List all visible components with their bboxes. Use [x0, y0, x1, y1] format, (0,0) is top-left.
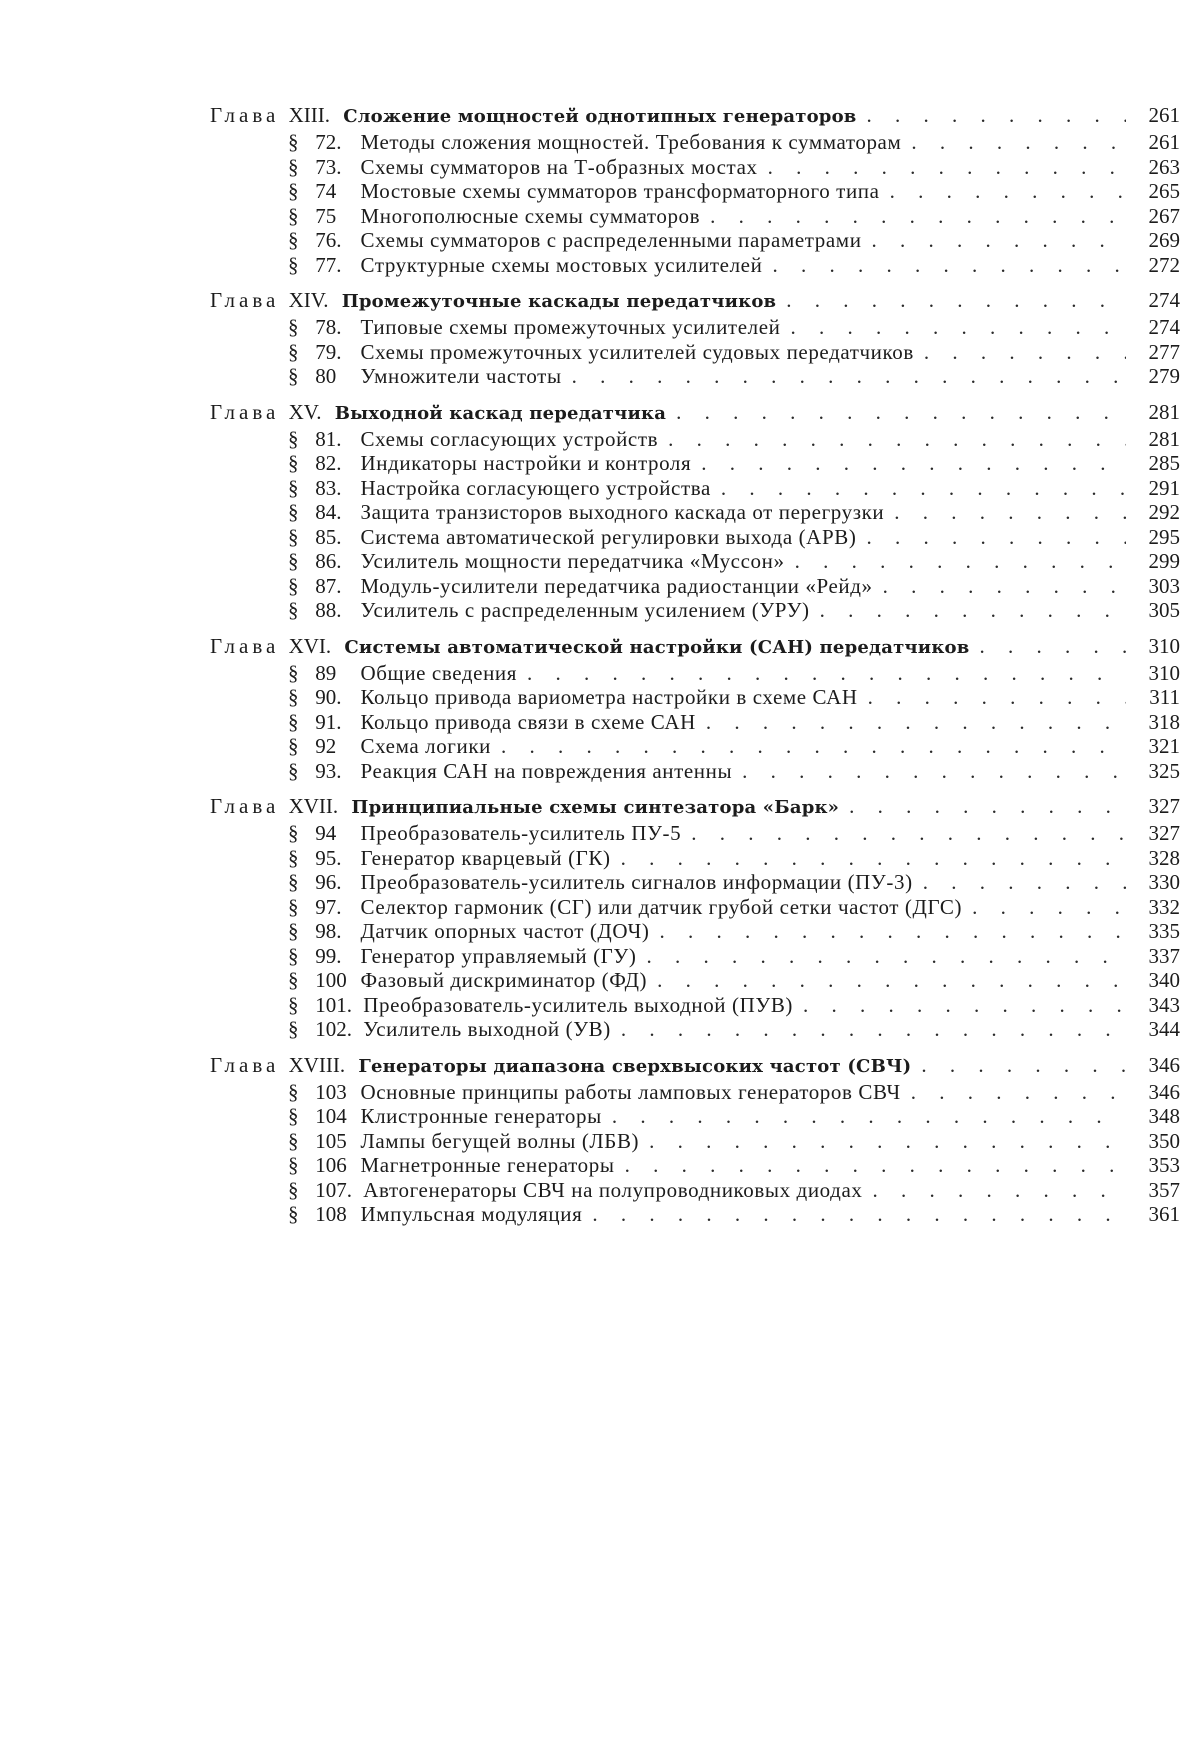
section-title: Клистронные генераторы	[361, 1104, 602, 1128]
section-page-number: 328	[1136, 846, 1180, 871]
dot-leader	[592, 1202, 1126, 1227]
section-entry[interactable]	[210, 155, 1180, 180]
section-mark: §	[288, 895, 304, 920]
dot-leader	[849, 791, 1126, 821]
section-page-number: 346	[1136, 1080, 1180, 1105]
section-title: Схемы промежуточных усилителей судовых передатчиков	[361, 340, 914, 364]
section-mark: §	[288, 204, 304, 229]
chapter-word: Глава	[210, 794, 279, 818]
section-title: Методы сложения мощностей. Требования к сумматорам	[361, 130, 902, 154]
section-number: 101.	[315, 993, 352, 1018]
chapter-title: Генераторы диапазона сверхвысоких частот (СВЧ)	[358, 1056, 911, 1077]
section-entry[interactable]	[210, 340, 1180, 365]
dot-leader	[527, 661, 1126, 686]
section-entry[interactable]	[210, 525, 1180, 550]
dot-leader	[894, 500, 1126, 525]
section-title: Усилитель выходной (УВ)	[363, 1017, 611, 1041]
section-mark: §	[288, 364, 304, 389]
dot-leader	[721, 476, 1126, 501]
section-page-number: 337	[1136, 944, 1180, 969]
section-entry[interactable]	[210, 500, 1180, 525]
section-title: Общие сведения	[361, 661, 518, 685]
section-page-number: 272	[1136, 253, 1180, 278]
dot-leader	[921, 1050, 1126, 1080]
dot-leader	[649, 1129, 1126, 1154]
section-number: 107.	[315, 1178, 352, 1203]
section-title: Схемы согласующих устройств	[361, 427, 659, 451]
dot-leader	[657, 968, 1126, 993]
section-number: 80	[315, 364, 349, 389]
chapter-page-number: 346	[1136, 1050, 1180, 1080]
section-entry[interactable]	[210, 919, 1180, 944]
section-page-number: 277	[1136, 340, 1180, 365]
section-mark: §	[288, 734, 304, 759]
section-page-number: 274	[1136, 315, 1180, 340]
section-page-number: 292	[1136, 500, 1180, 525]
section-entry[interactable]	[210, 1153, 1180, 1178]
section-mark: §	[288, 253, 304, 278]
chapter-title: Системы автоматической настройки (САН) передатчиков	[344, 637, 969, 658]
section-entry[interactable]	[210, 968, 1180, 993]
section-title: Индикаторы настройки и контроля	[361, 451, 692, 475]
section-entry[interactable]	[210, 315, 1180, 340]
dot-leader	[772, 253, 1126, 278]
section-page-number: 269	[1136, 228, 1180, 253]
section-number: 102.	[315, 1017, 352, 1042]
section-list	[210, 315, 1180, 389]
dot-leader	[820, 598, 1126, 623]
section-mark: §	[288, 1153, 304, 1178]
section-title: Защита транзисторов выходного каскада от перегрузки	[361, 500, 885, 524]
section-page-number: 353	[1136, 1153, 1180, 1178]
section-entry[interactable]	[210, 821, 1180, 846]
section-mark: §	[288, 427, 304, 452]
chapter-word: Глава	[210, 103, 279, 127]
dot-leader	[872, 228, 1126, 253]
chapter-word: Глава	[210, 634, 279, 658]
section-title: Настройка согласующего устройства	[361, 476, 711, 500]
section-mark: §	[288, 451, 304, 476]
chapter	[210, 631, 1180, 784]
section-mark: §	[288, 1104, 304, 1129]
section-mark: §	[288, 155, 304, 180]
section-mark: §	[288, 759, 304, 784]
section-number: 100	[315, 968, 349, 993]
section-entry[interactable]	[210, 846, 1180, 871]
section-page-number: 265	[1136, 179, 1180, 204]
section-page-number: 330	[1136, 870, 1180, 895]
section-entry[interactable]	[210, 685, 1180, 710]
section-title: Лампы бегущей волны (ЛБВ)	[361, 1129, 640, 1153]
section-number: 77.	[315, 253, 349, 278]
section-page-number: 340	[1136, 968, 1180, 993]
section-mark: §	[288, 821, 304, 846]
section-number: 88.	[315, 598, 349, 623]
section-mark: §	[288, 661, 304, 686]
section-title: Кольцо привода связи в схеме САН	[361, 710, 696, 734]
chapter-word: Глава	[210, 288, 279, 312]
section-number: 74	[315, 179, 349, 204]
chapter-number: XIV.	[289, 288, 329, 312]
section-entry[interactable]	[210, 598, 1180, 623]
chapter-heading[interactable]	[210, 100, 1180, 130]
section-number: 75	[315, 204, 349, 229]
section-number: 83.	[315, 476, 349, 501]
dot-leader	[612, 1104, 1126, 1129]
chapter	[210, 1050, 1180, 1227]
section-mark: §	[288, 340, 304, 365]
section-page-number: 295	[1136, 525, 1180, 550]
chapter-title: Выходной каскад передатчика	[335, 403, 666, 424]
section-entry[interactable]	[210, 1080, 1180, 1105]
section-mark: §	[288, 1080, 304, 1105]
dot-leader	[786, 285, 1126, 315]
section-title: Датчик опорных частот (ДОЧ)	[361, 919, 650, 943]
section-title: Преобразователь-усилитель сигналов информации (ПУ-3)	[361, 870, 913, 894]
chapter-page-number: 274	[1136, 285, 1180, 315]
section-mark: §	[288, 1129, 304, 1154]
section-number: 93.	[315, 759, 349, 784]
section-number: 98.	[315, 919, 349, 944]
section-title: Преобразователь-усилитель ПУ-5	[361, 821, 682, 845]
section-page-number: 291	[1136, 476, 1180, 501]
section-list	[210, 130, 1180, 277]
section-entry[interactable]	[210, 661, 1180, 686]
section-mark: §	[288, 315, 304, 340]
section-title: Система автоматической регулировки выхода (АРВ)	[361, 525, 857, 549]
section-mark: §	[288, 846, 304, 871]
dot-leader	[972, 895, 1126, 920]
section-title: Реакция САН на повреждения антенны	[361, 759, 733, 783]
section-entry[interactable]	[210, 1017, 1180, 1042]
section-mark: §	[288, 228, 304, 253]
chapter	[210, 100, 1180, 277]
chapter-number: XIII.	[289, 103, 330, 127]
section-title: Преобразователь-усилитель выходной (ПУВ)	[363, 993, 793, 1017]
section-entry[interactable]	[210, 253, 1180, 278]
section-list	[210, 427, 1180, 623]
section-list	[210, 1080, 1180, 1227]
dot-leader	[795, 549, 1126, 574]
section-page-number: 318	[1136, 710, 1180, 735]
section-number: 87.	[315, 574, 349, 599]
section-number: 91.	[315, 710, 349, 735]
section-entry[interactable]	[210, 574, 1180, 599]
chapter-word: Глава	[210, 1053, 279, 1077]
section-mark: §	[288, 919, 304, 944]
section-entry[interactable]	[210, 734, 1180, 759]
chapter-number: XV.	[289, 400, 322, 424]
section-title: Кольцо привода вариометра настройки в схеме САН	[361, 685, 858, 709]
dot-leader	[621, 846, 1126, 871]
section-page-number: 285	[1136, 451, 1180, 476]
section-entry[interactable]	[210, 710, 1180, 735]
section-number: 105	[315, 1129, 349, 1154]
section-entry[interactable]	[210, 204, 1180, 229]
section-page-number: 279	[1136, 364, 1180, 389]
dot-leader	[768, 155, 1126, 180]
section-page-number: 357	[1136, 1178, 1180, 1203]
section-page-number: 343	[1136, 993, 1180, 1018]
section-title: Автогенераторы СВЧ на полупроводниковых диодах	[363, 1178, 862, 1202]
section-mark: §	[288, 476, 304, 501]
dot-leader	[924, 340, 1126, 365]
section-entry[interactable]	[210, 1104, 1180, 1129]
section-entry[interactable]	[210, 427, 1180, 452]
dot-leader	[710, 204, 1126, 229]
dot-leader	[572, 364, 1126, 389]
section-number: 106	[315, 1153, 349, 1178]
section-page-number: 299	[1136, 549, 1180, 574]
dot-leader	[883, 574, 1126, 599]
section-mark: §	[288, 1017, 304, 1042]
section-page-number: 361	[1136, 1202, 1180, 1227]
chapter-page-number: 310	[1136, 631, 1180, 661]
section-page-number: 325	[1136, 759, 1180, 784]
section-page-number: 311	[1136, 685, 1180, 710]
section-number: 78.	[315, 315, 349, 340]
chapter-heading[interactable]	[210, 397, 1180, 427]
section-list	[210, 821, 1180, 1042]
section-title: Усилитель с распределенным усилением (УРУ)	[361, 598, 810, 622]
dot-leader	[625, 1153, 1126, 1178]
section-page-number: 267	[1136, 204, 1180, 229]
dot-leader	[868, 685, 1126, 710]
section-title: Модуль-усилители передатчика радиостанции «Рейд»	[361, 574, 873, 598]
section-mark: §	[288, 685, 304, 710]
section-title: Схемы сумматоров на Т-образных мостах	[361, 155, 758, 179]
section-number: 92	[315, 734, 349, 759]
page	[0, 0, 1200, 1747]
section-page-number: 310	[1136, 661, 1180, 686]
section-page-number: 344	[1136, 1017, 1180, 1042]
section-entry[interactable]	[210, 1129, 1180, 1154]
table-of-contents	[210, 100, 1180, 1235]
section-number: 104	[315, 1104, 349, 1129]
section-number: 79.	[315, 340, 349, 365]
section-mark: §	[288, 130, 304, 155]
section-title: Мостовые схемы сумматоров трансформаторного типа	[361, 179, 880, 203]
section-number: 108	[315, 1202, 349, 1227]
section-title: Селектор гармоник (СГ) или датчик грубой сетки частот (ДГС)	[361, 895, 963, 919]
dot-leader	[647, 944, 1127, 969]
section-entry[interactable]	[210, 1202, 1180, 1227]
dot-leader	[659, 919, 1126, 944]
section-entry[interactable]	[210, 870, 1180, 895]
section-title: Усилитель мощности передатчика «Муссон»	[361, 549, 785, 573]
section-page-number: 281	[1136, 427, 1180, 452]
dot-leader	[501, 734, 1126, 759]
chapter	[210, 397, 1180, 623]
section-list	[210, 661, 1180, 784]
section-title: Генератор управляемый (ГУ)	[361, 944, 637, 968]
section-number: 99.	[315, 944, 349, 969]
section-mark: §	[288, 1178, 304, 1203]
section-entry[interactable]	[210, 895, 1180, 920]
section-entry[interactable]	[210, 228, 1180, 253]
dot-leader	[668, 427, 1126, 452]
chapter-number: XVIII.	[289, 1053, 346, 1077]
dot-leader	[621, 1017, 1126, 1042]
section-page-number: 350	[1136, 1129, 1180, 1154]
section-page-number: 263	[1136, 155, 1180, 180]
section-entry[interactable]	[210, 944, 1180, 969]
section-title: Магнетронные генераторы	[361, 1153, 615, 1177]
dot-leader	[979, 631, 1126, 661]
section-mark: §	[288, 598, 304, 623]
section-mark: §	[288, 549, 304, 574]
section-mark: §	[288, 179, 304, 204]
dot-leader	[701, 451, 1126, 476]
section-entry[interactable]	[210, 993, 1180, 1018]
section-title: Импульсная модуляция	[361, 1202, 583, 1226]
section-entry[interactable]	[210, 179, 1180, 204]
section-mark: §	[288, 574, 304, 599]
chapter	[210, 285, 1180, 389]
dot-leader	[872, 1178, 1126, 1203]
section-entry[interactable]	[210, 364, 1180, 389]
section-number: 72.	[315, 130, 349, 155]
dot-leader	[691, 821, 1126, 846]
section-mark: §	[288, 993, 304, 1018]
section-entry[interactable]	[210, 451, 1180, 476]
dot-leader	[923, 870, 1126, 895]
section-number: 89	[315, 661, 349, 686]
chapter-number: XVI.	[289, 634, 332, 658]
section-mark: §	[288, 870, 304, 895]
section-number: 95.	[315, 846, 349, 871]
section-mark: §	[288, 944, 304, 969]
section-page-number: 261	[1136, 130, 1180, 155]
chapter-word: Глава	[210, 400, 279, 424]
section-number: 103	[315, 1080, 349, 1105]
section-title: Фазовый дискриминатор (ФД)	[361, 968, 648, 992]
dot-leader	[706, 710, 1126, 735]
section-entry[interactable]	[210, 130, 1180, 155]
section-page-number: 335	[1136, 919, 1180, 944]
section-number: 96.	[315, 870, 349, 895]
dot-leader	[803, 993, 1126, 1018]
chapter-title: Промежуточные каскады передатчиков	[342, 291, 777, 312]
chapter-heading[interactable]	[210, 631, 1180, 661]
section-title: Умножители частоты	[361, 364, 562, 388]
section-title: Схемы сумматоров с распределенными параметрами	[361, 228, 862, 252]
chapter-title: Сложение мощностей однотипных генераторов	[343, 106, 856, 127]
section-page-number: 305	[1136, 598, 1180, 623]
chapter-heading[interactable]	[210, 285, 1180, 315]
section-number: 84.	[315, 500, 349, 525]
section-entry[interactable]	[210, 1178, 1180, 1203]
section-mark: §	[288, 710, 304, 735]
dot-leader	[911, 130, 1126, 155]
section-page-number: 321	[1136, 734, 1180, 759]
dot-leader	[866, 525, 1126, 550]
dot-leader	[676, 397, 1126, 427]
section-title: Многополюсные схемы сумматоров	[361, 204, 701, 228]
section-number: 94	[315, 821, 349, 846]
section-number: 85.	[315, 525, 349, 550]
section-page-number: 327	[1136, 821, 1180, 846]
section-mark: §	[288, 1202, 304, 1227]
section-entry[interactable]	[210, 549, 1180, 574]
chapter-number: XVII.	[289, 794, 339, 818]
section-title: Генератор кварцевый (ГК)	[361, 846, 611, 870]
section-title: Основные принципы работы ламповых генераторов СВЧ	[361, 1080, 901, 1104]
chapter-title: Принципиальные схемы синтезатора «Барк»	[351, 797, 839, 818]
section-number: 73.	[315, 155, 349, 180]
section-number: 82.	[315, 451, 349, 476]
section-number: 97.	[315, 895, 349, 920]
section-title: Схема логики	[361, 734, 492, 758]
section-entry[interactable]	[210, 476, 1180, 501]
dot-leader	[790, 315, 1126, 340]
chapter-page-number: 261	[1136, 100, 1180, 130]
section-mark: §	[288, 525, 304, 550]
section-title: Типовые схемы промежуточных усилителей	[361, 315, 781, 339]
section-number: 81.	[315, 427, 349, 452]
section-page-number: 348	[1136, 1104, 1180, 1129]
chapter-page-number: 327	[1136, 791, 1180, 821]
section-title: Структурные схемы мостовых усилителей	[361, 253, 763, 277]
section-page-number: 332	[1136, 895, 1180, 920]
chapter-heading[interactable]	[210, 1050, 1180, 1080]
section-number: 90.	[315, 685, 349, 710]
section-page-number: 303	[1136, 574, 1180, 599]
chapter	[210, 791, 1180, 1042]
dot-leader	[867, 100, 1126, 130]
dot-leader	[742, 759, 1126, 784]
section-mark: §	[288, 968, 304, 993]
chapter-heading[interactable]	[210, 791, 1180, 821]
dot-leader	[911, 1080, 1126, 1105]
section-number: 86.	[315, 549, 349, 574]
chapter-page-number: 281	[1136, 397, 1180, 427]
section-entry[interactable]	[210, 759, 1180, 784]
section-mark: §	[288, 500, 304, 525]
section-number: 76.	[315, 228, 349, 253]
dot-leader	[890, 179, 1126, 204]
